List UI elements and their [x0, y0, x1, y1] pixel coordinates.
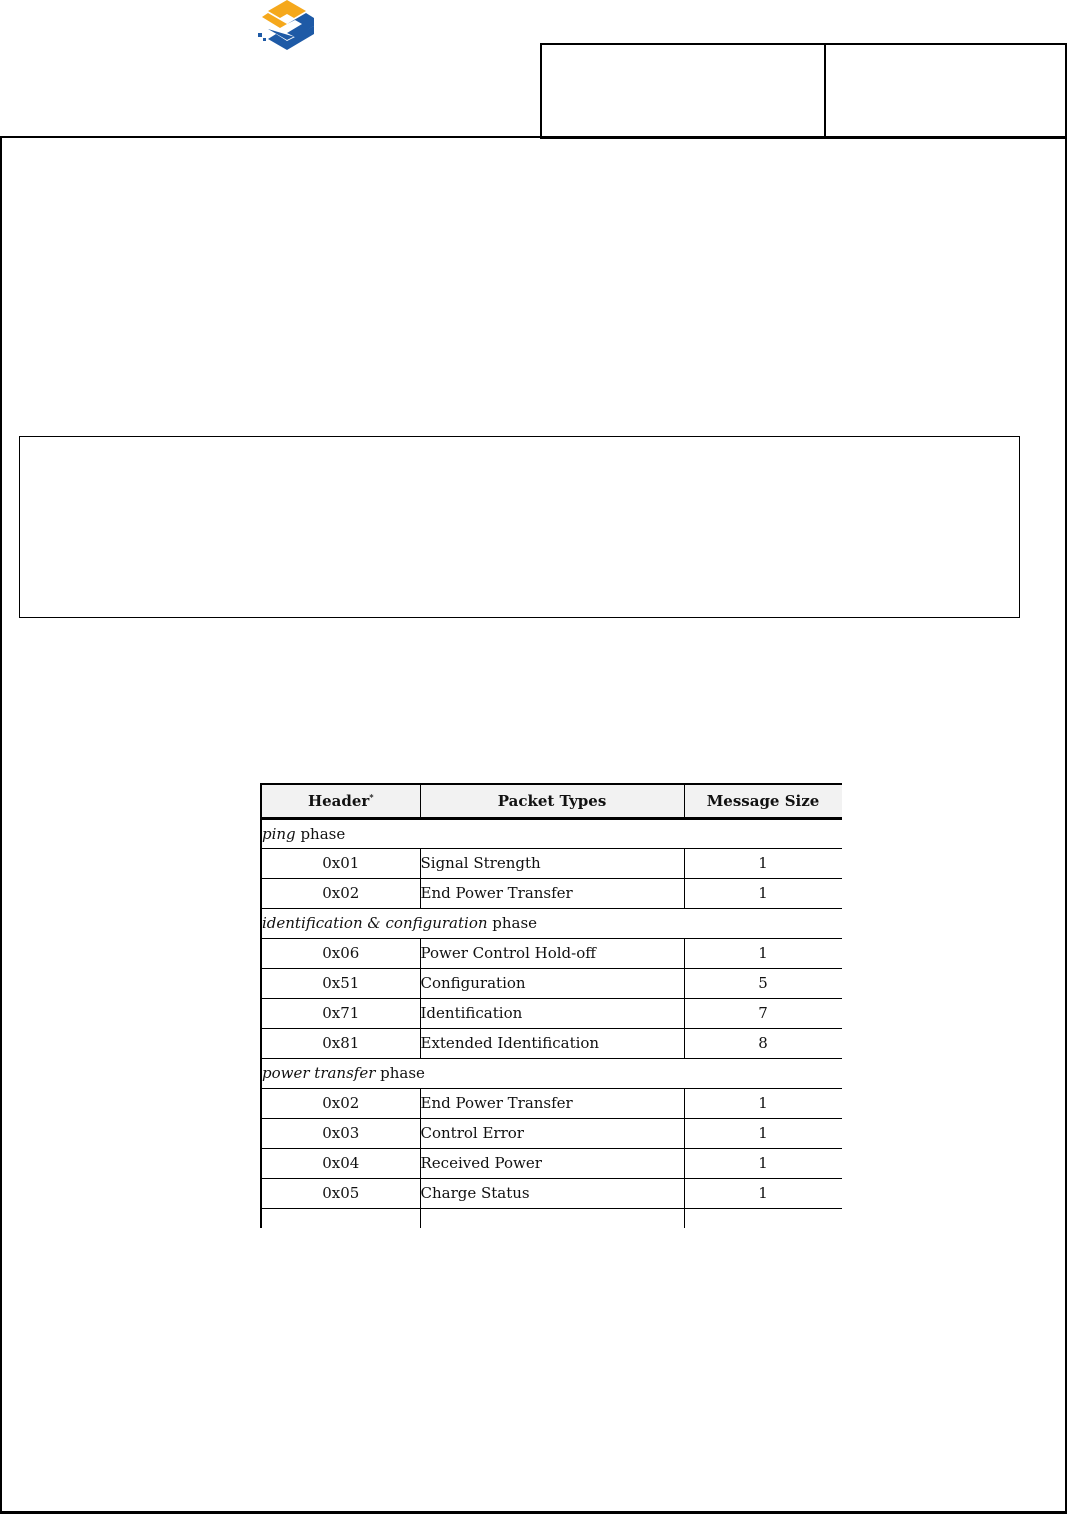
header-cell: 0x01 [261, 848, 420, 878]
packet-type-cell: Power Control Hold-off [420, 938, 684, 968]
message-size-cell: 1 [684, 938, 842, 968]
table-row [261, 1028, 842, 1058]
packet-type-cell: Signal Strength [420, 848, 684, 878]
table-row-cut-off [261, 1208, 842, 1228]
header-cell: 0x71 [261, 998, 420, 1028]
phase-row-identification-configuration: identification & configuration phase [261, 908, 842, 938]
message-size-cell: 1 [684, 1178, 842, 1208]
header-cell: 0x03 [261, 1118, 420, 1148]
packet-type-cell: Extended Identification [420, 1028, 684, 1058]
company-logo-icon [254, 0, 320, 58]
column-header-message-size: Message Size [684, 784, 842, 818]
table-row [261, 848, 842, 878]
table-header-row [261, 784, 842, 818]
packet-type-cell: Received Power [420, 1148, 684, 1178]
packet-type-cell: Charge Status [420, 1178, 684, 1208]
table-row [261, 998, 842, 1028]
table-row [261, 1118, 842, 1148]
header-cell: 0x05 [261, 1178, 420, 1208]
table-row [261, 968, 842, 998]
packet-type-cell: Identification [420, 998, 684, 1028]
packet-type-cell: End Power Transfer [420, 878, 684, 908]
packet-type-cell: Control Error [420, 1118, 684, 1148]
message-size-cell: 1 [684, 1118, 842, 1148]
table-row [261, 938, 842, 968]
table-row [261, 1088, 842, 1118]
packet-table-container [260, 783, 842, 1228]
packet-type-cell: End Power Transfer [420, 1088, 684, 1118]
packet-type-cell: Configuration [420, 968, 684, 998]
message-size-cell: 5 [684, 968, 842, 998]
table-row [261, 878, 842, 908]
header-cell: 0x06 [261, 938, 420, 968]
phase-name: identification & configuration [262, 914, 488, 932]
message-size-cell: 1 [684, 848, 842, 878]
message-size-cell: 1 [684, 1148, 842, 1178]
phase-row-ping: ping phase [261, 818, 842, 848]
column-header-header: Header* [261, 784, 420, 818]
header-cell: 0x51 [261, 968, 420, 998]
message-size-cell: 7 [684, 998, 842, 1028]
header-cell: 0x02 [261, 1088, 420, 1118]
message-size-cell: 1 [684, 878, 842, 908]
note-box [19, 436, 1020, 618]
phase-name: power transfer [262, 1064, 376, 1082]
table-row [261, 1178, 842, 1208]
column-header-packet-types: Packet Types [420, 784, 684, 818]
message-size-cell: 1 [684, 1088, 842, 1118]
header-box-right [824, 43, 1067, 139]
phase-name: ping [262, 824, 296, 843]
header-cell: 0x81 [261, 1028, 420, 1058]
header-cell: 0x04 [261, 1148, 420, 1178]
header-cell: 0x02 [261, 878, 420, 908]
table-row [261, 1148, 842, 1178]
header-box-left [540, 43, 827, 139]
message-size-cell: 8 [684, 1028, 842, 1058]
packet-table [260, 783, 842, 1228]
phase-row-power-transfer: power transfer phase [261, 1058, 842, 1088]
